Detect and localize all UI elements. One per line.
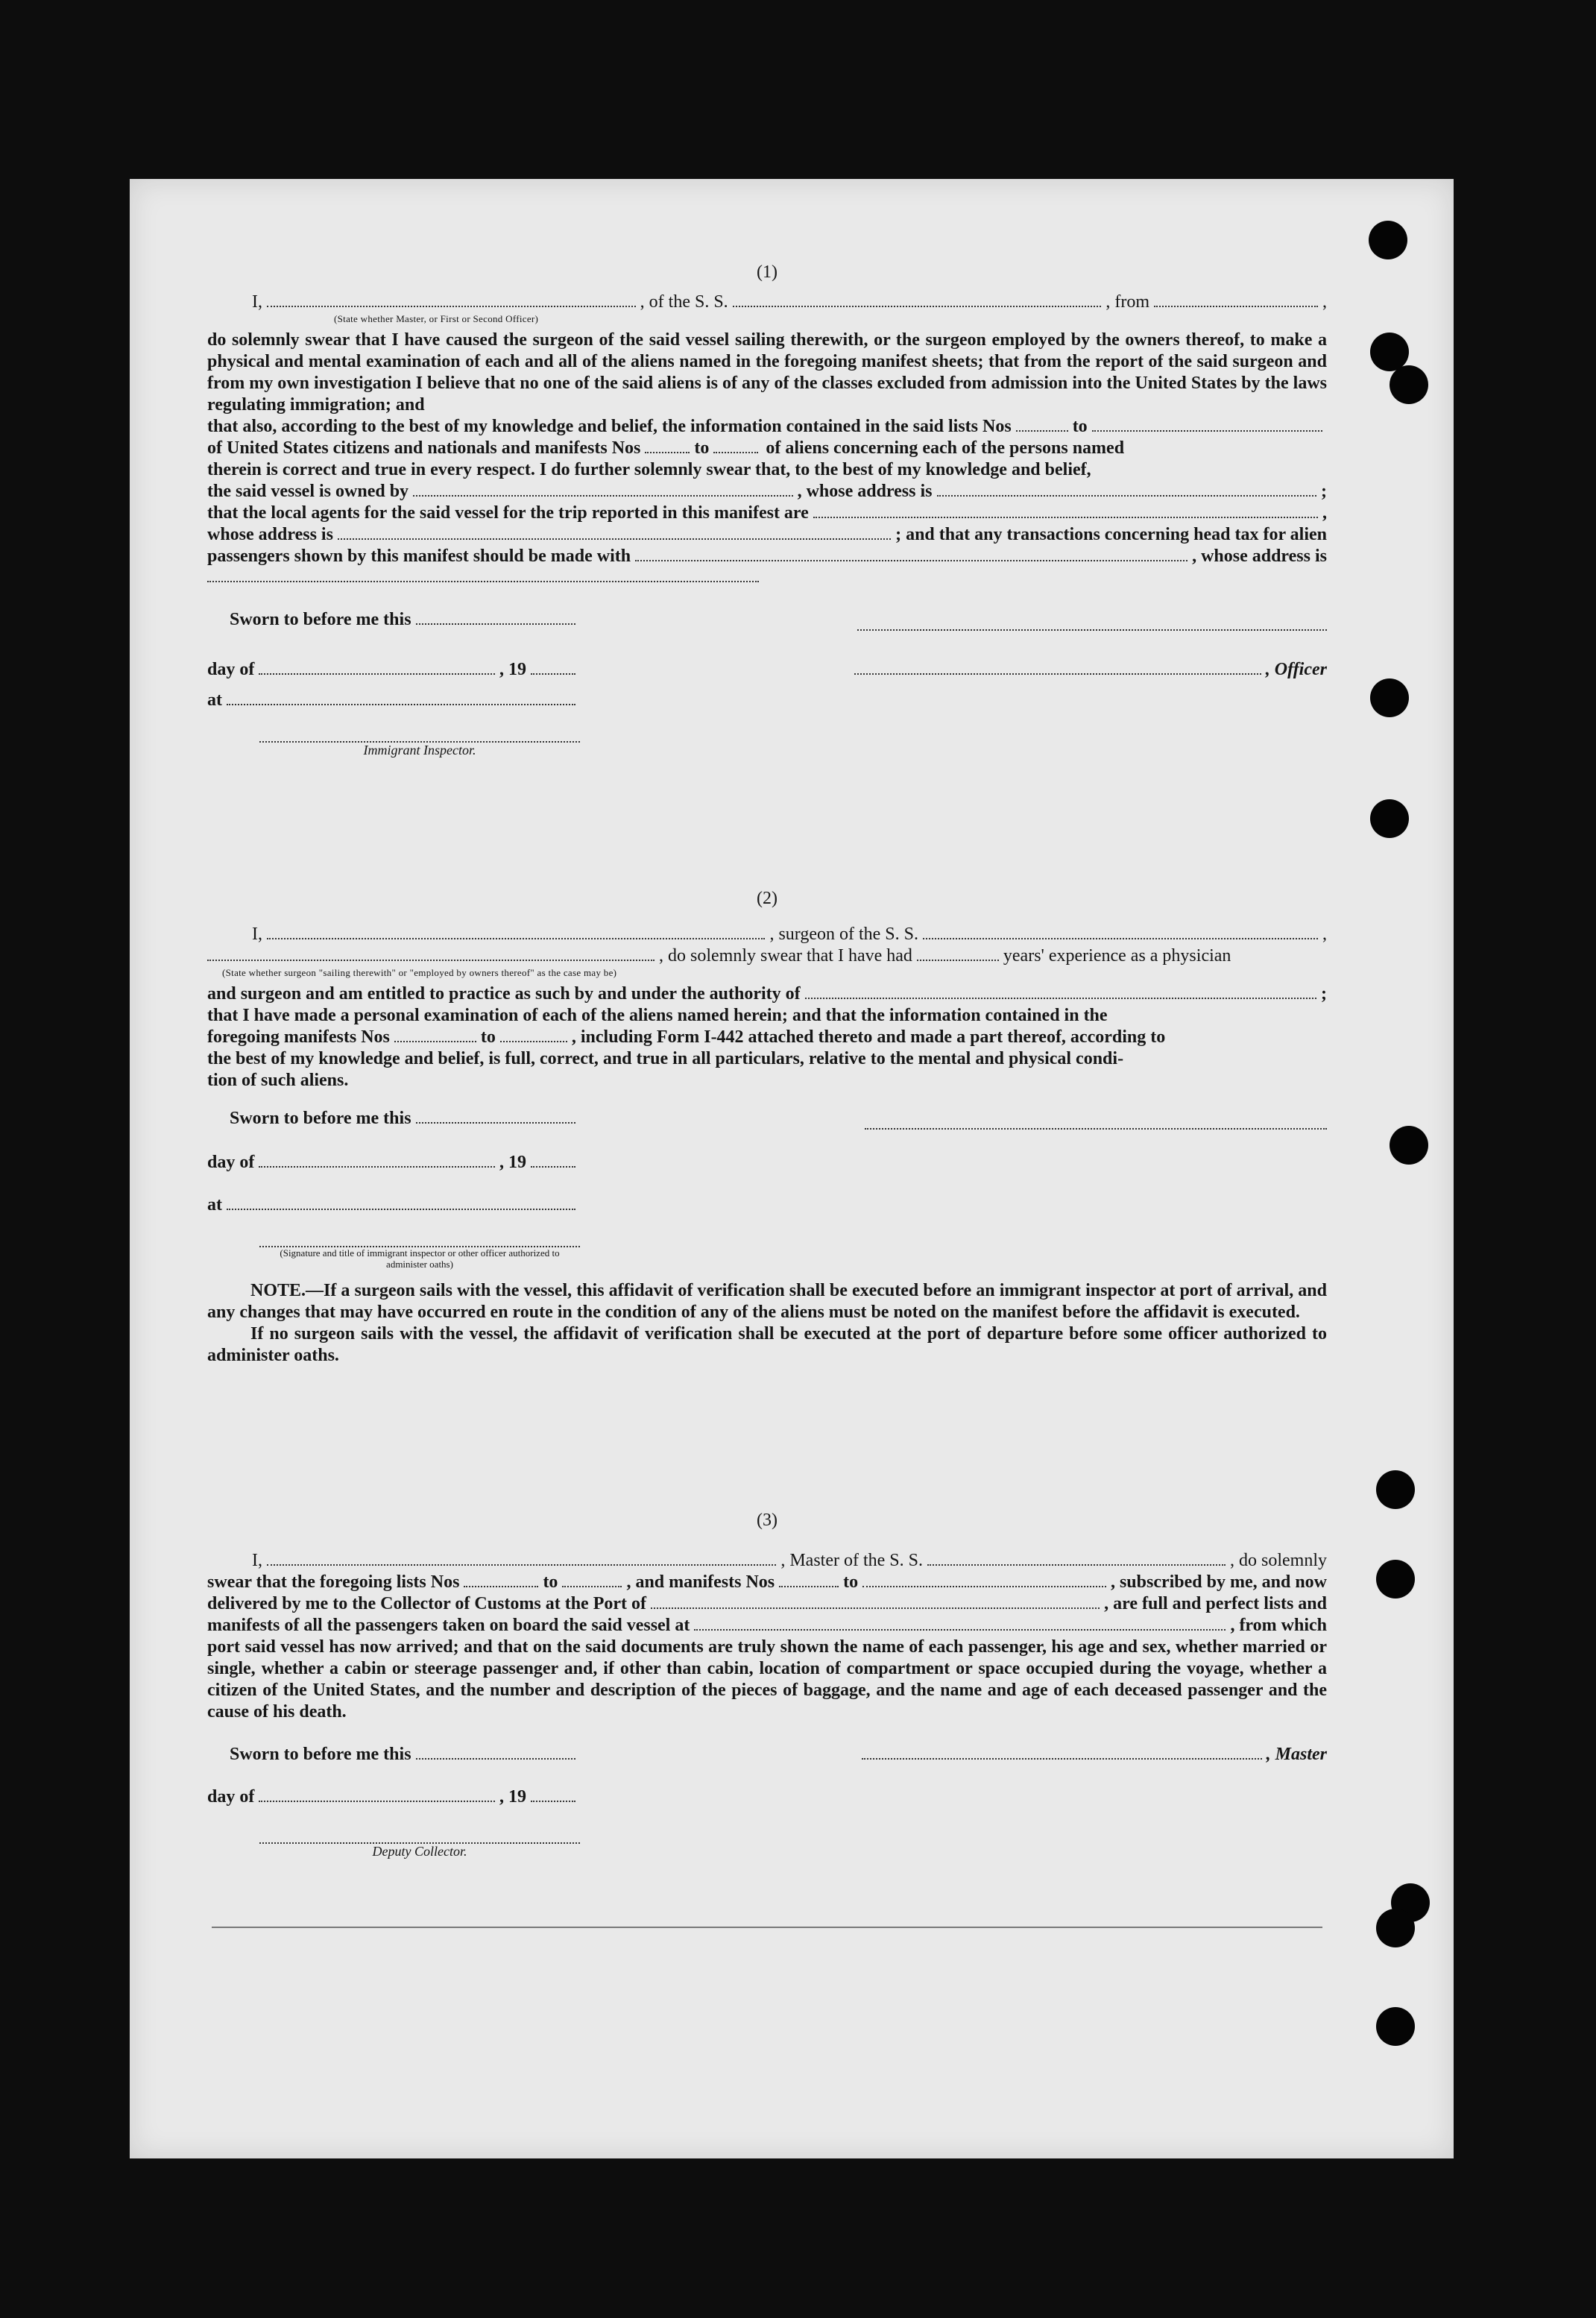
- punch-hole: [1376, 1470, 1415, 1509]
- agents-address-field[interactable]: [338, 525, 891, 540]
- year-label: , 19: [499, 660, 526, 679]
- master-label: , Master: [1266, 1745, 1327, 1764]
- vessel-name-field[interactable]: [733, 292, 1102, 307]
- line-text: of aliens concerning each of the persons named: [766, 438, 1125, 458]
- manifests-from-field[interactable]: [779, 1572, 839, 1587]
- master-caption: (State whether Master, or First or Second Officer): [334, 313, 539, 324]
- line-text: whose address is: [207, 525, 333, 544]
- line-text: that I have made a personal examination of each of the aliens named herein; and that the information contained in the: [207, 1006, 1108, 1025]
- manifests-from-field[interactable]: [645, 438, 690, 453]
- line-text: ; and that any transactions concerning head tax for alien: [895, 525, 1327, 544]
- lists-from-field[interactable]: [464, 1572, 538, 1587]
- authorized-officer-signature-line[interactable]: [259, 1216, 580, 1247]
- master-name-field[interactable]: [267, 1551, 776, 1566]
- section-number: (2): [757, 889, 778, 908]
- year-field[interactable]: [531, 1153, 575, 1168]
- form-page: [130, 179, 1454, 2158]
- head-tax-address-field[interactable]: [207, 567, 759, 582]
- line-text: to: [480, 1027, 496, 1047]
- head-tax-contact-field[interactable]: [635, 547, 1187, 561]
- officer-signature-line[interactable]: [857, 613, 1327, 631]
- surgeon-name-field[interactable]: [267, 925, 765, 939]
- sworn-day-field[interactable]: [416, 1109, 575, 1124]
- punch-hole: [1369, 221, 1407, 259]
- owner-field[interactable]: [413, 482, 793, 497]
- owner-address-field[interactable]: [937, 482, 1317, 497]
- line-text: the best of my knowledge and belief, is full, correct, and true in all particulars, relative to the mental and physical condi-: [207, 1049, 1124, 1068]
- bottom-rule: [212, 1927, 1322, 1928]
- line-text: to: [694, 438, 710, 458]
- line-text: that also, according to the best of my knowledge and belief, the information contained in the said lists Nos: [207, 417, 1012, 436]
- line-text: , whose address is: [797, 482, 933, 501]
- line-label: , from: [1105, 292, 1150, 312]
- line-text: , from which: [1230, 1616, 1327, 1635]
- punch-hole: [1390, 365, 1428, 404]
- inspector-signature-line[interactable]: [259, 711, 580, 743]
- line-text: to: [543, 1572, 558, 1592]
- punch-hole: [1390, 1126, 1428, 1165]
- manifests-from-field[interactable]: [394, 1027, 476, 1042]
- year-field[interactable]: [531, 660, 575, 675]
- year-field[interactable]: [531, 1787, 575, 1802]
- paragraph: do solemnly swear that I have caused the surgeon of the said vessel sailing therewith, or the surgeon employed by the owners thereof, to make a physical and mental examination of each and all of the aliens named in the foregoing manifest sheets; that from the report of the said surgeon and from my own investigation I believe that no one of the said aliens is of any of the classes excluded from admission into the United States by the laws regulating immigration; and: [207, 330, 1327, 415]
- at-label: at: [207, 690, 222, 710]
- day-of-label: day of: [207, 1787, 255, 1807]
- place-field[interactable]: [227, 690, 575, 705]
- master-name-field[interactable]: [267, 292, 636, 307]
- lists-to-field[interactable]: [1092, 417, 1322, 432]
- manifests-to-field[interactable]: [500, 1027, 567, 1042]
- authority-field[interactable]: [805, 984, 1316, 999]
- day-of-label: day of: [207, 1153, 255, 1172]
- punch-hole: [1370, 678, 1409, 717]
- line-text: manifests of all the passengers taken on board the said vessel at: [207, 1616, 690, 1635]
- line-label: I,: [252, 292, 262, 312]
- line-label: , surgeon of the S. S.: [769, 925, 918, 944]
- punch-hole: [1370, 799, 1409, 838]
- place-field[interactable]: [227, 1195, 575, 1210]
- line-text: and surgeon and am entitled to practice as such by and under the authority of: [207, 984, 801, 1004]
- officer-label: , Officer: [1265, 660, 1327, 679]
- year-label: , 19: [499, 1787, 526, 1807]
- note-label: NOTE.: [250, 1281, 306, 1300]
- lists-from-field[interactable]: [1016, 417, 1068, 432]
- years-field[interactable]: [917, 946, 999, 961]
- punch-hole: [1376, 1560, 1415, 1599]
- line-text: swear that the foregoing lists Nos: [207, 1572, 460, 1592]
- line-text: that the local agents for the said vessel for the trip reported in this manifest are: [207, 503, 809, 523]
- line-label: , of the S. S.: [640, 292, 728, 312]
- line-text: to: [1072, 417, 1088, 436]
- line-text: , and manifests Nos: [626, 1572, 775, 1592]
- boarding-port-field[interactable]: [694, 1616, 1226, 1631]
- line-text: , subscribed by me, and now: [1110, 1572, 1327, 1592]
- line-label: years' experience as a physician: [1003, 946, 1231, 966]
- sworn-label: Sworn to before me this: [230, 1745, 411, 1764]
- paragraph: port said vessel has now arrived; and that on the said documents are truly shown the name of each passenger, his age and sex, whether married or single, whether a cabin or steerage passenger and, if other than cabin, location of compartment or space occupied during the voyage, whether a citizen of the United States, and the number and description of the pieces of baggage, and the name and age of each deceased passenger and the cause of his death.: [207, 1637, 1327, 1722]
- inspector-caption: Immigrant Inspector.: [363, 743, 476, 758]
- sworn-label: Sworn to before me this: [230, 610, 411, 629]
- vessel-name-field[interactable]: [927, 1551, 1226, 1566]
- officer-signature-line-2[interactable]: [854, 660, 1261, 675]
- deputy-caption: Deputy Collector.: [372, 1844, 467, 1859]
- surgeon-signature-line[interactable]: [865, 1112, 1327, 1130]
- sworn-day-field[interactable]: [416, 610, 575, 625]
- lists-to-field[interactable]: [562, 1572, 622, 1587]
- line-text: delivered by me to the Collector of Customs at the Port of: [207, 1594, 646, 1613]
- section-number: (1): [757, 262, 778, 282]
- day-of-label: day of: [207, 660, 255, 679]
- section-2-surgeon-affidavit: (2) I, , surgeon of the S. S. , , do solemnly swear that I have had years' experience as a physician (State whether surgeon "sailing therewith" or "employed by owners thereof" as the case may be) and surgeon and am entitled to practice as such by and under the authority of ; that I have made a personal examination of each of the aliens named herein; and that the information contained in the foregoing manifests Nos to , including Form I-442 attached thereto and made a part thereof, according to the best of my knowledge and belief, is full, correct, and true in all particulars, relative to the mental and physical condi- tion of such aliens. Sworn to before me this day of , 19 at (Signature and title of immigrant inspector or other officer authorized to administer oaths) NOTE.—If a surgeon sails with the vessel, this affidavit of verification shall be executed before an immigrant inspector at port of arrival, and any changes that may have occurred en route in the condition of any of the aliens must be noted on the manifest before the affidavit is executed. If no surgeon sails with the vessel, the affidavit of verification shall be executed at the port of departure before some officer authorized to administer oaths.: [207, 889, 1327, 1365]
- at-label: at: [207, 1195, 222, 1215]
- local-agents-field[interactable]: [813, 503, 1318, 518]
- month-field[interactable]: [259, 1787, 495, 1802]
- line-text: foregoing manifests Nos: [207, 1027, 390, 1047]
- port-field[interactable]: [651, 1594, 1100, 1609]
- line-text: tion of such aliens.: [207, 1071, 349, 1090]
- manifests-to-field[interactable]: [862, 1572, 1106, 1587]
- vessel-name-field[interactable]: [923, 925, 1318, 939]
- line-text: , are full and perfect lists and: [1104, 1594, 1327, 1613]
- deputy-collector-signature-line[interactable]: [259, 1808, 580, 1844]
- sworn-label: Sworn to before me this: [230, 1109, 411, 1128]
- line-label: I,: [252, 925, 262, 944]
- line-text: of United States citizens and nationals and manifests Nos: [207, 438, 641, 458]
- surgeon-caption: (State whether surgeon "sailing therewith" or "employed by owners thereof" as the case may be): [222, 967, 617, 978]
- note-paragraph-2: If no surgeon sails with the vessel, the affidavit of verification shall be executed at the port of departure before some officer authorized to administer oaths.: [207, 1324, 1327, 1365]
- line-text: , whose address is: [1192, 547, 1327, 566]
- line-text: therein is correct and true in every respect. I do further solemnly swear that, to the best of my knowledge and belief,: [207, 460, 1091, 479]
- line-label: , do solemnly swear that I have had: [659, 946, 912, 966]
- month-field[interactable]: [259, 1153, 495, 1168]
- line-label: I,: [252, 1551, 262, 1570]
- punch-hole: [1376, 1909, 1415, 1947]
- line-text: the said vessel is owned by: [207, 482, 409, 501]
- line-label: , do solemnly: [1230, 1551, 1327, 1570]
- section-number: (3): [757, 1511, 778, 1530]
- manifests-to-field[interactable]: [713, 438, 758, 453]
- note-paragraph: [207, 1280, 1327, 1323]
- punch-hole: [1376, 2007, 1415, 2046]
- section-3-master-delivery-affidavit: [207, 1511, 1327, 1859]
- master-signature-line[interactable]: [862, 1745, 1262, 1760]
- surgeon-status-field[interactable]: [207, 946, 655, 961]
- line-text: to: [843, 1572, 859, 1592]
- sworn-day-field[interactable]: [416, 1745, 575, 1760]
- line-text: , including Form I-442 attached thereto and made a part thereof, according to: [571, 1027, 1166, 1047]
- note-text: —If a surgeon sails with the vessel, this affidavit of verification shall be executed before an immigrant inspector at port of arrival, and any changes that may have occurred en route in the condition of any of the aliens must be noted on the manifest before the affidavit is executed.: [207, 1281, 1327, 1322]
- from-port-field[interactable]: [1154, 292, 1318, 307]
- line-label: , Master of the S. S.: [780, 1551, 923, 1570]
- line-text: passengers shown by this manifest should be made with: [207, 547, 631, 566]
- month-field[interactable]: [259, 660, 495, 675]
- officer-caption: (Signature and title of immigrant inspector or other officer authorized to administer oaths): [280, 1247, 560, 1270]
- section-1-master-affidavit: (1) I, , of the S. S. , from , (State whether Master, or First or Second Officer) do solemnly swear that I have caused the surgeon of the said vessel sailing therewith, or the surgeon employed by the owners thereof, to make a physical and mental examination of each and all of the aliens named in the foregoing manifest sheets; that from the report of the said surgeon and from my own investigation I believe that no one of the said aliens is of any of the classes excluded from admission into the United States by the laws regulating immigration; and that also, according to the best of my knowledge and belief, the information contained in the said lists Nos to of United States citizens and nationals and manifests Nos to of aliens concerning each of the persons named therein is correct and true in every respect. I do further solemnly swear that, to the best of my knowledge and belief, the said vessel is owned by , whose address is ; that the local agents for the said vessel for the trip reported in this manifest are , whose address is ; and that any transactions concerning head tax for alien passengers shown by this manifest should be made with , whose address is Sworn to before me this day of , 19 , Officer at Immigrant Inspector.: [207, 262, 1328, 758]
- year-label: , 19: [499, 1153, 526, 1172]
